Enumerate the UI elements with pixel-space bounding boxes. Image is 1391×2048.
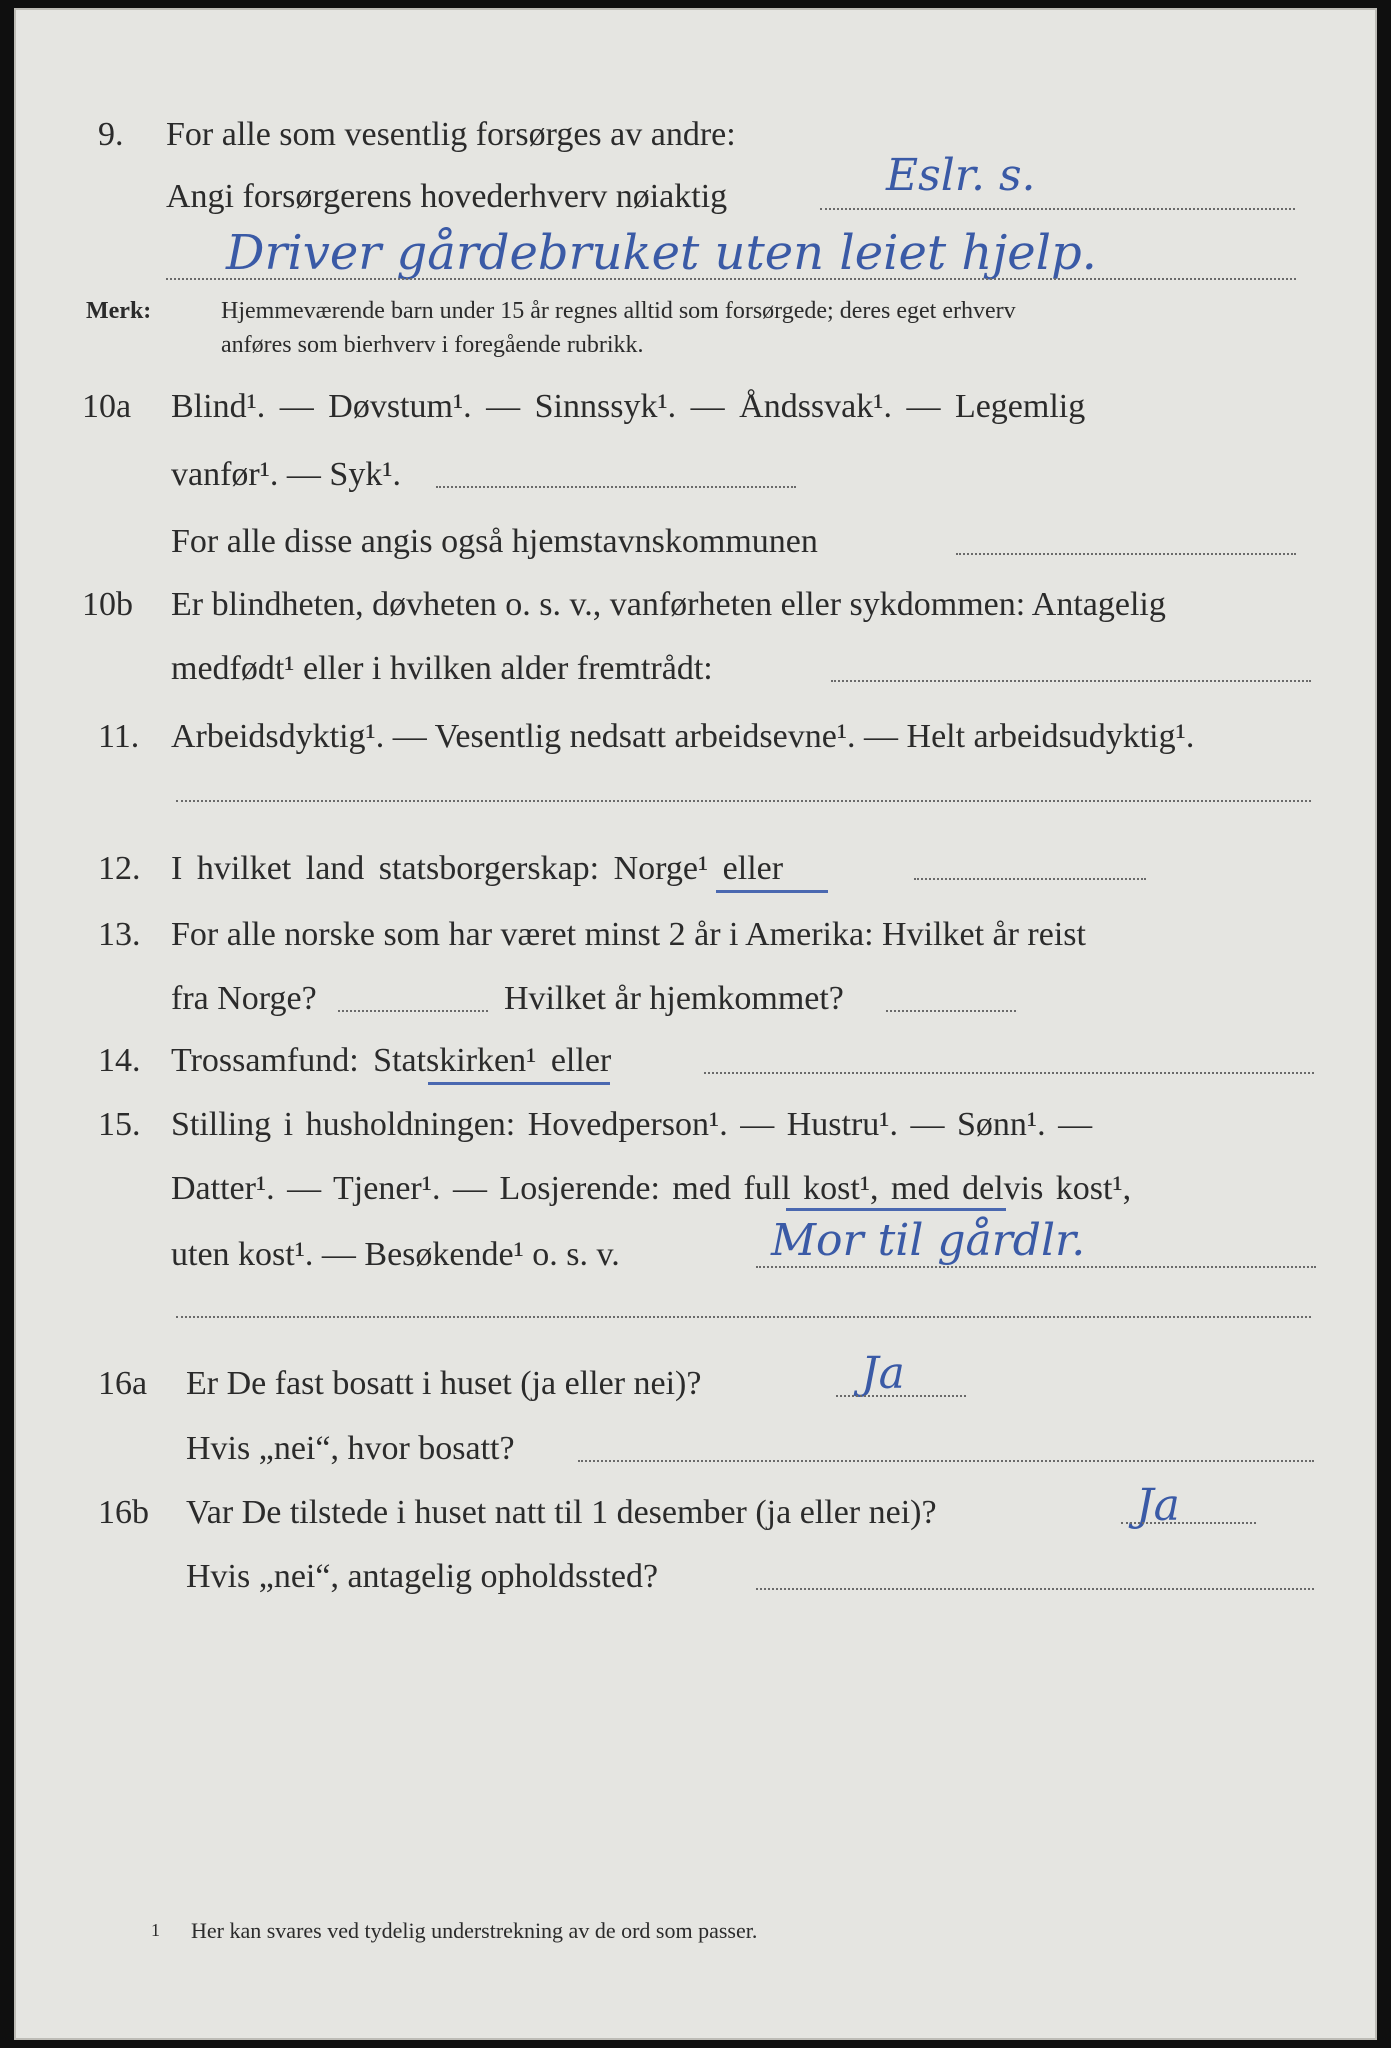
q10a-line3: For alle disse angis også hjemstavnskommunen (171, 523, 818, 560)
q12-number: 12. (98, 850, 141, 887)
q13-line2b: Hvilket år hjemkommet? (504, 980, 844, 1017)
footnote-text: Her kan svares ved tydelig understrekning av de ord som passer. (191, 1918, 758, 1943)
merk-line2: anføres som bierhverv i foregående rubrikk. (221, 332, 644, 358)
q10a-line2: vanfør¹. — Syk¹. (171, 456, 402, 493)
census-form-page (14, 8, 1377, 2040)
q16b-line2: Hvis „nei“, antagelig opholdssted? (186, 1558, 659, 1595)
q16a-line2-dots (578, 1460, 1314, 1462)
q10a-line3-dots (956, 553, 1296, 555)
q9-number: 9. (98, 116, 124, 153)
q16b-number: 16b (98, 1494, 149, 1531)
q11-dots (176, 800, 1311, 802)
q13-line2a: fra Norge? (171, 980, 317, 1017)
q16b-handwriting: Ja (1136, 1480, 1180, 1531)
q15-number: 15. (98, 1106, 141, 1143)
q16b-line2-dots (756, 1588, 1314, 1590)
q10a-line1: Blind¹. — Døvstum¹. — Sinnssyk¹. — Åndssvak¹. — Legemlig (171, 388, 1086, 425)
q11-line1: Arbeidsdyktig¹. — Vesentlig nedsatt arbeidsevne¹. — Helt arbeidsudyktig¹. (171, 718, 1195, 755)
q9-line1: For alle som vesentlig forsørges av andre: (166, 116, 736, 153)
q16a-number: 16a (98, 1365, 148, 1402)
q12-line1: I hvilket land statsborgerskap: Norge¹ eller (171, 850, 784, 887)
q12-norge-underline (716, 890, 828, 893)
q13-dots-b (886, 1010, 1016, 1012)
q9-dotted-line (820, 208, 1295, 210)
q9-handwriting-1: Eslr. s. (886, 150, 1036, 201)
q15-line1: Stilling i husholdningen: Hovedperson¹. — Hustru¹. — Sønn¹. — (171, 1106, 1093, 1143)
q16a-handwriting: Ja (861, 1348, 905, 1399)
merk-line1: Hjemmeværende barn under 15 år regnes alltid som forsørgede; deres eget erhverv (221, 298, 1016, 324)
q16a-dots (836, 1395, 966, 1397)
q10a-number: 10a (82, 388, 132, 425)
q14-dots (704, 1072, 1314, 1074)
merk-label: Merk: (86, 298, 152, 324)
q13-number: 13. (98, 916, 141, 953)
q9-answer-line (166, 278, 1296, 280)
q16a-line1: Er De fast bosatt i huset (ja eller nei)? (186, 1365, 702, 1402)
q15-answer-line (176, 1316, 1311, 1318)
q10a-line2-dots (436, 486, 796, 488)
q15-line2: Datter¹. — Tjener¹. — Losjerende: med full kost¹, med delvis kost¹, (171, 1170, 1132, 1207)
q16a-line2: Hvis „nei“, hvor bosatt? (186, 1430, 515, 1467)
q10b-line1: Er blindheten, døvheten o. s. v., vanførheten eller sykdommen: Antagelig (171, 586, 1166, 623)
q13-line1: For alle norske som har været minst 2 år i Amerika: Hvilket år reist (171, 916, 1086, 953)
q10b-number: 10b (82, 586, 133, 623)
q15-dots (756, 1266, 1316, 1268)
q15-full-kost-underline (786, 1208, 1006, 1211)
q9-line2: Angi forsørgerens hovederhverv nøiaktig (166, 178, 728, 215)
q14-line1: Trossamfund: Statskirken¹ eller (171, 1042, 612, 1079)
q16b-dots (1121, 1522, 1256, 1524)
footnote-mark: 1 (151, 1920, 160, 1940)
q9-handwriting-2: Driver gårdebruket uten leiet hjelp. (226, 225, 1097, 281)
q12-dots (914, 878, 1146, 880)
q10b-dots (831, 680, 1311, 682)
q13-dots-a (338, 1010, 488, 1012)
q15-handwriting: Mor til gårdlr. (771, 1215, 1086, 1266)
q10b-line2: medfødt¹ eller i hvilken alder fremtrådt: (171, 650, 713, 687)
q14-number: 14. (98, 1042, 141, 1079)
q15-line3: uten kost¹. — Besøkende¹ o. s. v. (171, 1236, 620, 1273)
q16b-line1: Var De tilstede i huset natt til 1 desember (ja eller nei)? (186, 1494, 937, 1531)
q14-statskirken-underline (428, 1082, 610, 1085)
q11-number: 11. (98, 718, 140, 755)
